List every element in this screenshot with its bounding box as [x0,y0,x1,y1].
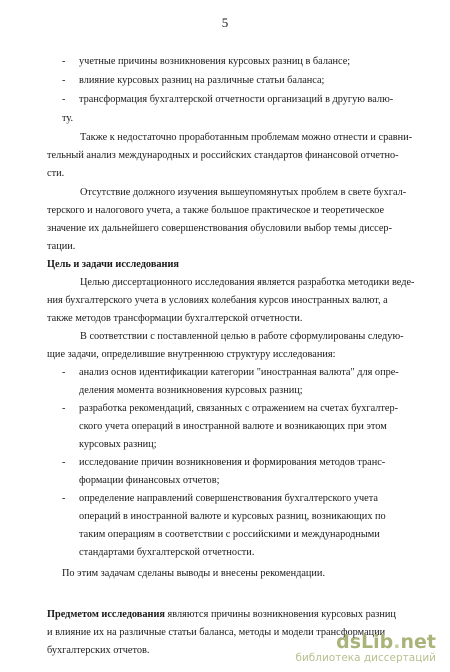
list-item-continuation: ту. [62,113,74,124]
list-bullet: - [62,367,66,378]
list-item: стандартами бухгалтерской отчетности. [79,547,255,558]
list-item: формации финансовых отчетов; [79,475,220,486]
paragraph-line: Также к недостаточно проработанным проблемам можно отнести и сравни- [80,132,413,143]
paragraph-line: По этим задачам сделаны выводы и внесены рекомендации. [62,568,326,579]
list-item: определение направлений совершенствования бухгалтерского учета [79,493,378,504]
list-item: деления момента возникновения курсовых разниц; [79,385,303,396]
list-item: курсовых разниц; [79,439,157,450]
paragraph-line: щие задачи, определившие внутреннюю структуру исследования: [47,349,336,360]
list-item: операций в иностранной валюте и курсовых разниц, возникающих по [79,511,386,522]
section-heading: Цель и задачи исследования [47,259,179,270]
list-item: таким операциям в соответствии с российскими и международными [79,529,380,540]
paragraph-line: тельный анализ международных и российских стандартов финансовой отчетно- [47,150,399,161]
paragraph-line: тации. [47,241,76,252]
watermark [295,632,436,664]
list-item: трансформация бухгалтерской отчетности организаций в другую валю- [79,94,394,105]
page-number: 5 [221,15,229,30]
paragraph-line: значение их дальнейшего совершенствования обусловили выбор темы диссер- [47,223,393,234]
paragraph-line: также методов трансформации бухгалтерской отчетности. [47,313,303,324]
list-item: исследование причин возникновения и формирования методов транс- [79,457,386,468]
list-item: ского учета операций в иностранной валюте и возникающих при этом [79,421,387,432]
list-bullet: - [62,75,66,86]
list-item: влияние курсовых разниц на различные статьи баланса; [79,75,325,86]
list-bullet: - [62,403,66,414]
paragraph-line: сти. [47,168,65,179]
paragraph-line: ния бухгалтерского учета в условиях колебания курсов иностранных валют, а [47,295,388,306]
paragraph-line: терского и налогового учета, а также большое практическое и теоретическое [47,205,385,216]
paragraph-line: Целью диссертационного исследования является разработка методики веде- [80,277,415,288]
watermark-subtitle: библиотека диссертаций [295,652,436,664]
list-bullet: - [62,457,66,468]
list-item: разработка рекомендаций, связанных с отражением на счетах бухгалтер- [79,403,399,414]
subject-text: являются причины возникновения курсовых разниц [164,609,396,620]
paragraph-line: Отсутствие должного изучения вышеупомянутых проблем в свете бухгал- [80,187,407,198]
paragraph-line [47,608,396,621]
list-bullet: - [62,94,66,105]
list-item: анализ основ идентификации категории "иностранная валюта" для опре- [79,367,399,378]
subject-term: Предметом исследования [47,609,165,620]
paragraph-line: В соответствии с поставленной целью в работе сформулированы следую- [80,331,404,342]
paragraph-line: бухгалтерских отчетов. [47,645,150,656]
paragraph-line: и влияние их на различные статьи баланса, методы и модели трансформации [47,627,386,638]
watermark-logo: dsLib.net [336,631,436,653]
list-bullet: - [62,493,66,504]
list-bullet: - [62,56,66,67]
list-item: учетные причины возникновения курсовых разниц в балансе; [79,56,351,67]
